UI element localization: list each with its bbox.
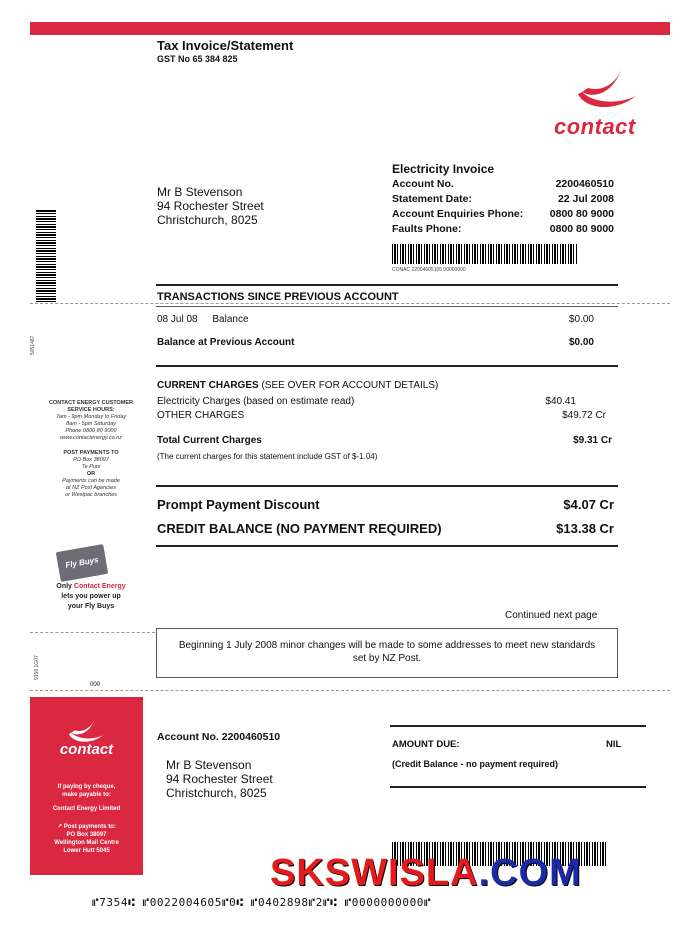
stub-post-city: Lower Hutt 5045 — [63, 848, 110, 854]
invoice-barcode — [392, 244, 577, 264]
previous-balance-row — [157, 337, 614, 348]
remittance-stub-panel — [30, 697, 143, 875]
amount-due-rule — [390, 786, 646, 788]
arrow-icon: ↗ — [57, 824, 63, 830]
fold-line — [30, 632, 155, 633]
section-rule — [156, 284, 618, 286]
current-charges-heading: CURRENT CHARGES — [157, 380, 259, 391]
discount-value: $4.07 Cr — [563, 497, 614, 512]
flybuys-line1-pre: Only — [56, 583, 74, 590]
invoice-barcode-caption: CONAC 22004605105 00000000 — [392, 267, 466, 273]
credit-balance-label: CREDIT BALANCE (NO PAYMENT REQUIRED) — [157, 521, 442, 536]
section-rule — [156, 306, 618, 307]
invoice-row-value: 2200460510 — [555, 178, 614, 190]
stub-post-box: PO Box 38097 — [66, 832, 107, 838]
service-phone: Phone 0800 80 9000 — [65, 428, 117, 434]
service-title: CONTACT ENERGY CUSTOMER SERVICE HOURS: — [48, 400, 134, 413]
section-rule — [156, 365, 618, 367]
contact-logo-wordmark: contact — [554, 114, 636, 139]
side-code-a: 5051487 — [30, 335, 36, 355]
fold-line — [30, 303, 670, 304]
address-notice-box: Beginning 1 July 2008 minor changes will be made to some addresses to meet new standards set by NZ Post. — [156, 628, 618, 678]
gst-number: GST No 65 384 825 — [157, 54, 238, 64]
stub-cheque-line2: make payable to: — [62, 792, 111, 798]
invoice-row-value: 0800 80 9000 — [549, 208, 614, 220]
previous-balance-label: Balance at Previous Account — [157, 337, 295, 348]
tear-line — [30, 690, 670, 691]
watermark-main: SKSWISLA — [270, 852, 479, 894]
remit-customer-street: 94 Rochester Street — [166, 772, 273, 786]
current-charges-note: (SEE OVER FOR ACCOUNT DETAILS) — [261, 380, 439, 391]
amount-due-rule — [390, 725, 646, 727]
invoice-row-label: Statement Date: — [392, 193, 472, 205]
current-charges-heading-row — [157, 380, 614, 391]
transactions-balance-row — [157, 314, 614, 325]
post-payments-title: POST PAYMENTS TO — [63, 450, 119, 456]
customer-city: Christchurch, 8025 — [157, 213, 258, 227]
document-title: Tax Invoice/Statement — [157, 38, 294, 53]
customer-street: 94 Rochester Street — [157, 199, 264, 213]
total-current-charges-label: Total Current Charges — [157, 435, 262, 446]
customer-name: Mr B Stevenson — [157, 185, 243, 199]
invoice-row-label: Faults Phone: — [392, 223, 462, 235]
stub-logo-wordmark: contact — [59, 741, 114, 758]
flybuys-line2: lets you power up — [61, 593, 121, 600]
credit-balance-value: $13.38 Cr — [556, 521, 614, 536]
post-payments-alt2: at NZ Post Agencies — [66, 485, 116, 491]
remit-customer-name: Mr B Stevenson — [166, 758, 252, 772]
section-rule — [156, 545, 618, 547]
micr-code-line: ⑈7354⑆ ⑈0022004605⑈0⑆ ⑈0402898⑈2⑈⑆ ⑈0000000000⑈ — [92, 896, 432, 909]
continued-next-page: Continued next page — [505, 610, 598, 621]
stub-post-centre: Wellington Mail Centre — [54, 840, 119, 846]
invoice-row-value: 0800 80 9000 — [549, 223, 614, 235]
other-charges-value: $49.72 Cr — [562, 410, 606, 421]
side-vertical-barcode — [36, 210, 56, 302]
invoice-row-value: 22 Jul 2008 — [557, 193, 614, 205]
other-charges-row — [157, 410, 614, 421]
balance-value: $0.00 — [568, 314, 594, 325]
post-payments-box: PO Box 38097 — [73, 457, 109, 463]
prompt-payment-discount-row — [157, 497, 614, 512]
post-payments-alt3: or Westpac branches — [65, 492, 117, 498]
post-payments-alt1: Payments can be made — [62, 478, 120, 484]
stub-post-title-row — [30, 823, 143, 831]
amount-due-label: AMOUNT DUE: — [392, 739, 460, 750]
website-watermark — [270, 852, 582, 895]
amount-due-value: NIL — [606, 739, 622, 750]
watermark-suffix: .COM — [478, 852, 582, 894]
remit-customer-address — [166, 758, 273, 800]
invoice-heading: Electricity Invoice — [392, 162, 495, 176]
stub-cheque-line1: If paying by cheque, — [57, 784, 116, 790]
other-charges-label: OTHER CHARGES — [157, 410, 245, 421]
flybuys-promo — [40, 582, 142, 612]
service-hours-saturday: 8am - 5pm Saturday — [66, 421, 116, 427]
customer-address — [157, 185, 264, 227]
top-brand-bar — [30, 22, 670, 35]
customer-service-info — [40, 400, 142, 499]
transactions-heading: TRANSACTIONS SINCE PREVIOUS ACCOUNT — [157, 291, 399, 303]
remit-customer-city: Christchurch, 8025 — [166, 786, 267, 800]
flybuys-line3: your Fly Buys — [67, 603, 115, 610]
side-code-b: 9158 1G07 — [34, 655, 40, 680]
service-hours-weekday: 7am - 9pm Monday to Friday — [55, 414, 127, 420]
balance-date: 08 Jul 08 — [157, 314, 198, 325]
side-code-c: 000 — [90, 682, 101, 688]
total-current-charges-value: $9.31 Cr — [573, 435, 612, 446]
previous-balance-value: $0.00 — [568, 337, 594, 348]
flybuys-line1-brand: Contact Energy — [73, 583, 126, 590]
invoice-row-label: Account No. — [392, 178, 454, 190]
discount-label: Prompt Payment Discount — [157, 497, 320, 512]
electricity-charges-label: Electricity Charges (based on estimate read) — [157, 396, 355, 407]
electricity-charges-row — [157, 396, 614, 407]
contact-logo-swoosh-icon — [572, 62, 642, 116]
post-payments-or: OR — [86, 471, 96, 477]
section-rule — [156, 485, 618, 487]
post-payments-town: Te Puni — [81, 464, 101, 470]
electricity-charges-value: $40.41 — [545, 396, 576, 407]
stub-payee: Contact Energy Limited — [52, 806, 121, 812]
remit-account-number: Account No. 2200460510 — [157, 731, 281, 743]
amount-due-credit-note: (Credit Balance - no payment required) — [392, 759, 559, 769]
flybuys-badge: Fly Buys — [56, 544, 108, 582]
total-current-charges-row — [157, 435, 614, 446]
credit-balance-row — [157, 521, 614, 536]
service-website: www.contactenergy.co.nz — [60, 435, 122, 441]
balance-label: Balance — [212, 314, 249, 325]
invoice-row-label: Account Enquiries Phone: — [392, 208, 524, 220]
gst-note: (The current charges for this statement include GST of $-1.04) — [157, 452, 378, 461]
stub-post-title: Post payments to: — [63, 824, 116, 830]
